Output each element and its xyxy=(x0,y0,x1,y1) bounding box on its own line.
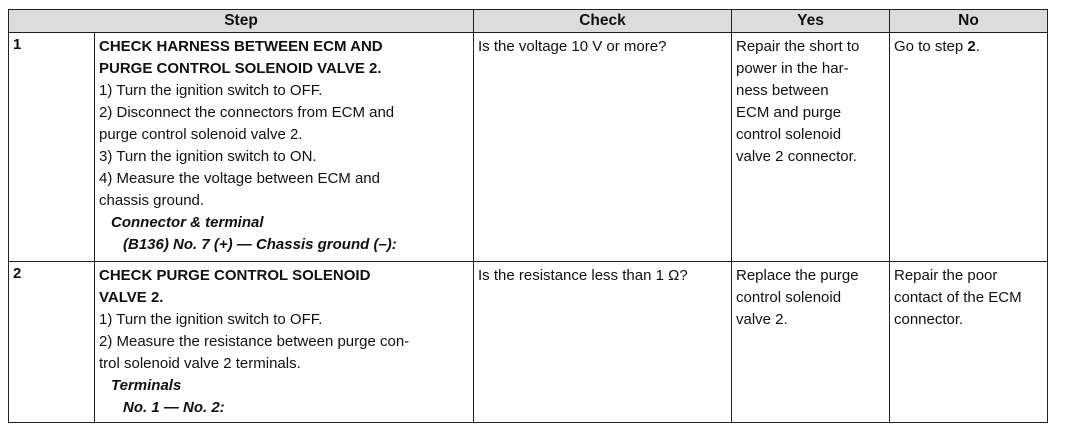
step-title-line: VALVE 2. xyxy=(99,289,164,306)
no-cell xyxy=(890,33,1048,262)
step-instruction: 4) Measure the voltage between ECM and xyxy=(99,170,380,187)
no-text: Go to step xyxy=(894,38,968,55)
yes-line: control solenoid xyxy=(736,289,842,306)
step-instruction: chassis ground. xyxy=(99,192,205,209)
no-line: contact of the ECM xyxy=(894,289,1022,306)
step-instruction: 1) Turn the ignition switch to OFF. xyxy=(99,82,323,99)
yes-line: valve 2 connector. xyxy=(736,148,857,165)
header-check: Check xyxy=(474,10,732,33)
step-instruction: 3) Turn the ignition switch to ON. xyxy=(99,148,317,165)
step-instruction: purge control solenoid valve 2. xyxy=(99,126,303,143)
spec-value: (B136) No. 7 (+) — Chassis ground (–): xyxy=(123,236,397,253)
step-title-line: CHECK PURGE CONTROL SOLENOID xyxy=(99,267,371,284)
yes-line: control solenoid xyxy=(736,126,842,143)
yes-line: valve 2. xyxy=(736,311,788,328)
step-instruction: 2) Disconnect the connectors from ECM and xyxy=(99,104,395,121)
step-instruction: 2) Measure the resistance between purge con- xyxy=(99,333,410,350)
table-row xyxy=(9,262,1048,423)
spec-heading: Connector & terminal xyxy=(111,214,264,231)
yes-line: ECM and purge xyxy=(736,104,842,121)
check-cell: Is the resistance less than 1 Ω? xyxy=(474,262,732,423)
table-header-row xyxy=(9,10,1048,33)
step-number: 2 xyxy=(9,262,95,423)
step-description xyxy=(95,33,474,262)
no-line: connector. xyxy=(894,311,964,328)
yes-line: power in the har- xyxy=(736,60,849,77)
header-yes: Yes xyxy=(732,10,890,33)
spec-value: No. 1 — No. 2: xyxy=(123,399,225,416)
no-cell xyxy=(890,262,1048,423)
diagnostic-table xyxy=(8,9,1048,423)
no-step-ref: 2 xyxy=(967,38,976,55)
step-instruction: 1) Turn the ignition switch to OFF. xyxy=(99,311,323,328)
yes-cell xyxy=(732,262,890,423)
step-description xyxy=(95,262,474,423)
yes-line: Repair the short to xyxy=(736,38,860,55)
yes-line: Replace the purge xyxy=(736,267,859,284)
header-no: No xyxy=(890,10,1048,33)
yes-cell xyxy=(732,33,890,262)
step-instruction: trol solenoid valve 2 terminals. xyxy=(99,355,301,372)
spec-heading: Terminals xyxy=(111,377,182,394)
header-step: Step xyxy=(9,10,474,33)
step-title-line: CHECK HARNESS BETWEEN ECM AND xyxy=(99,38,383,55)
yes-line: ness between xyxy=(736,82,829,99)
check-cell: Is the voltage 10 V or more? xyxy=(474,33,732,262)
step-number: 1 xyxy=(9,33,95,262)
table-row xyxy=(9,33,1048,262)
no-line: Repair the poor xyxy=(894,267,998,284)
no-text-end: . xyxy=(975,38,980,55)
step-title-line: PURGE CONTROL SOLENOID VALVE 2. xyxy=(99,60,382,77)
